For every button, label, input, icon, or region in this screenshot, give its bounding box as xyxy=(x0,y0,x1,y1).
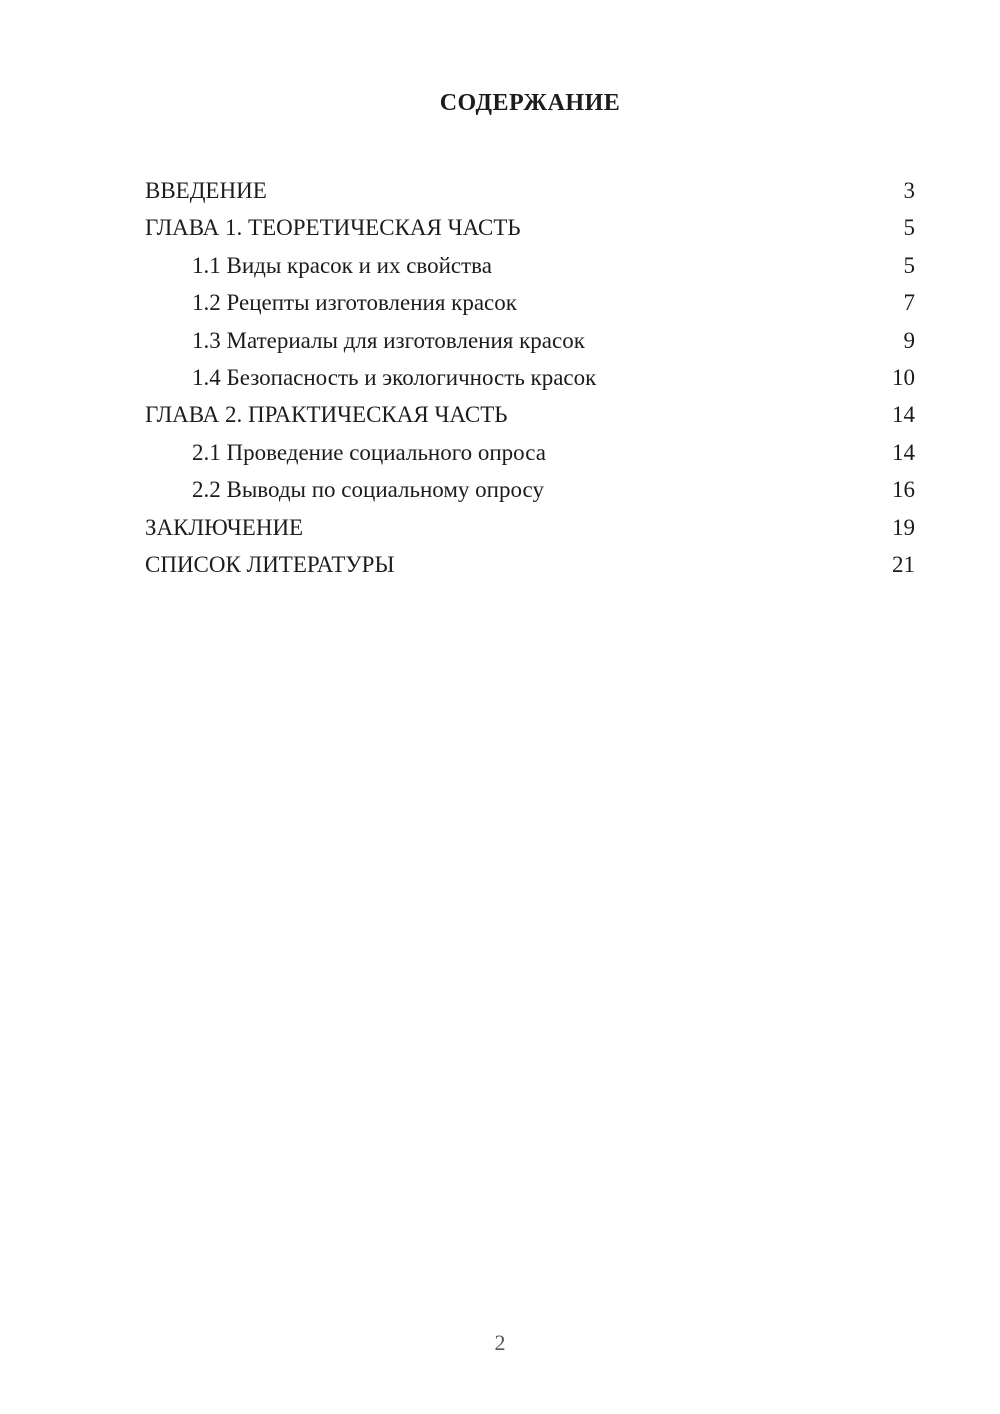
toc-row xyxy=(145,247,915,284)
toc-entry-page-number: 7 xyxy=(903,290,915,316)
toc-row xyxy=(145,434,915,471)
toc-row xyxy=(145,322,915,359)
toc-entry-page-number: 16 xyxy=(892,477,915,503)
toc-entry-label: 2.1 Проведение социального опроса xyxy=(192,439,546,465)
toc-entry-label: ГЛАВА 1. ТЕОРЕТИЧЕСКАЯ ЧАСТЬ xyxy=(145,215,521,241)
toc-row xyxy=(145,396,915,433)
toc-entry-page-number: 5 xyxy=(903,252,915,278)
footer-page-number: 2 xyxy=(494,1330,506,1355)
toc-entry-label: ЗАКЛЮЧЕНИЕ xyxy=(145,514,304,540)
toc-entry-label: ВВЕДЕНИЕ xyxy=(145,178,267,203)
toc-entry-page-number: 21 xyxy=(892,552,915,578)
toc-row xyxy=(145,546,915,583)
toc-entry-page-number: 10 xyxy=(892,365,915,391)
table-of-contents xyxy=(145,172,915,583)
toc-row xyxy=(145,284,915,321)
toc-entry-label: 1.4 Безопасность и экологичность красок xyxy=(192,365,597,391)
toc-entry-page-number: 14 xyxy=(892,402,915,428)
toc-entry-label: 1.3 Материалы для изготовления красок xyxy=(192,327,585,353)
toc-entry-label: 2.2 Выводы по социальному опросу xyxy=(192,477,544,503)
toc-entry-label: ГЛАВА 2. ПРАКТИЧЕСКАЯ ЧАСТЬ xyxy=(145,402,508,428)
toc-entry-label: 1.2 Рецепты изготовления красок xyxy=(192,290,517,316)
toc-row xyxy=(145,172,915,209)
toc-row xyxy=(145,359,915,396)
page-content xyxy=(145,88,915,583)
toc-row xyxy=(145,471,915,508)
toc-entry-page-number: 9 xyxy=(903,327,915,353)
toc-row xyxy=(145,209,915,246)
toc-entry-label: 1.1 Виды красок и их свойства xyxy=(192,252,492,278)
toc-entry-page-number: 14 xyxy=(892,439,915,465)
toc-entry-page-number: 19 xyxy=(892,514,915,540)
page-title: СОДЕРЖАНИЕ xyxy=(439,90,621,116)
toc-entry-page-number: 3 xyxy=(903,178,915,203)
toc-entry-label: СПИСОК ЛИТЕРАТУРЫ xyxy=(145,552,395,578)
toc-row xyxy=(145,509,915,546)
toc-entry-page-number: 5 xyxy=(903,215,915,241)
